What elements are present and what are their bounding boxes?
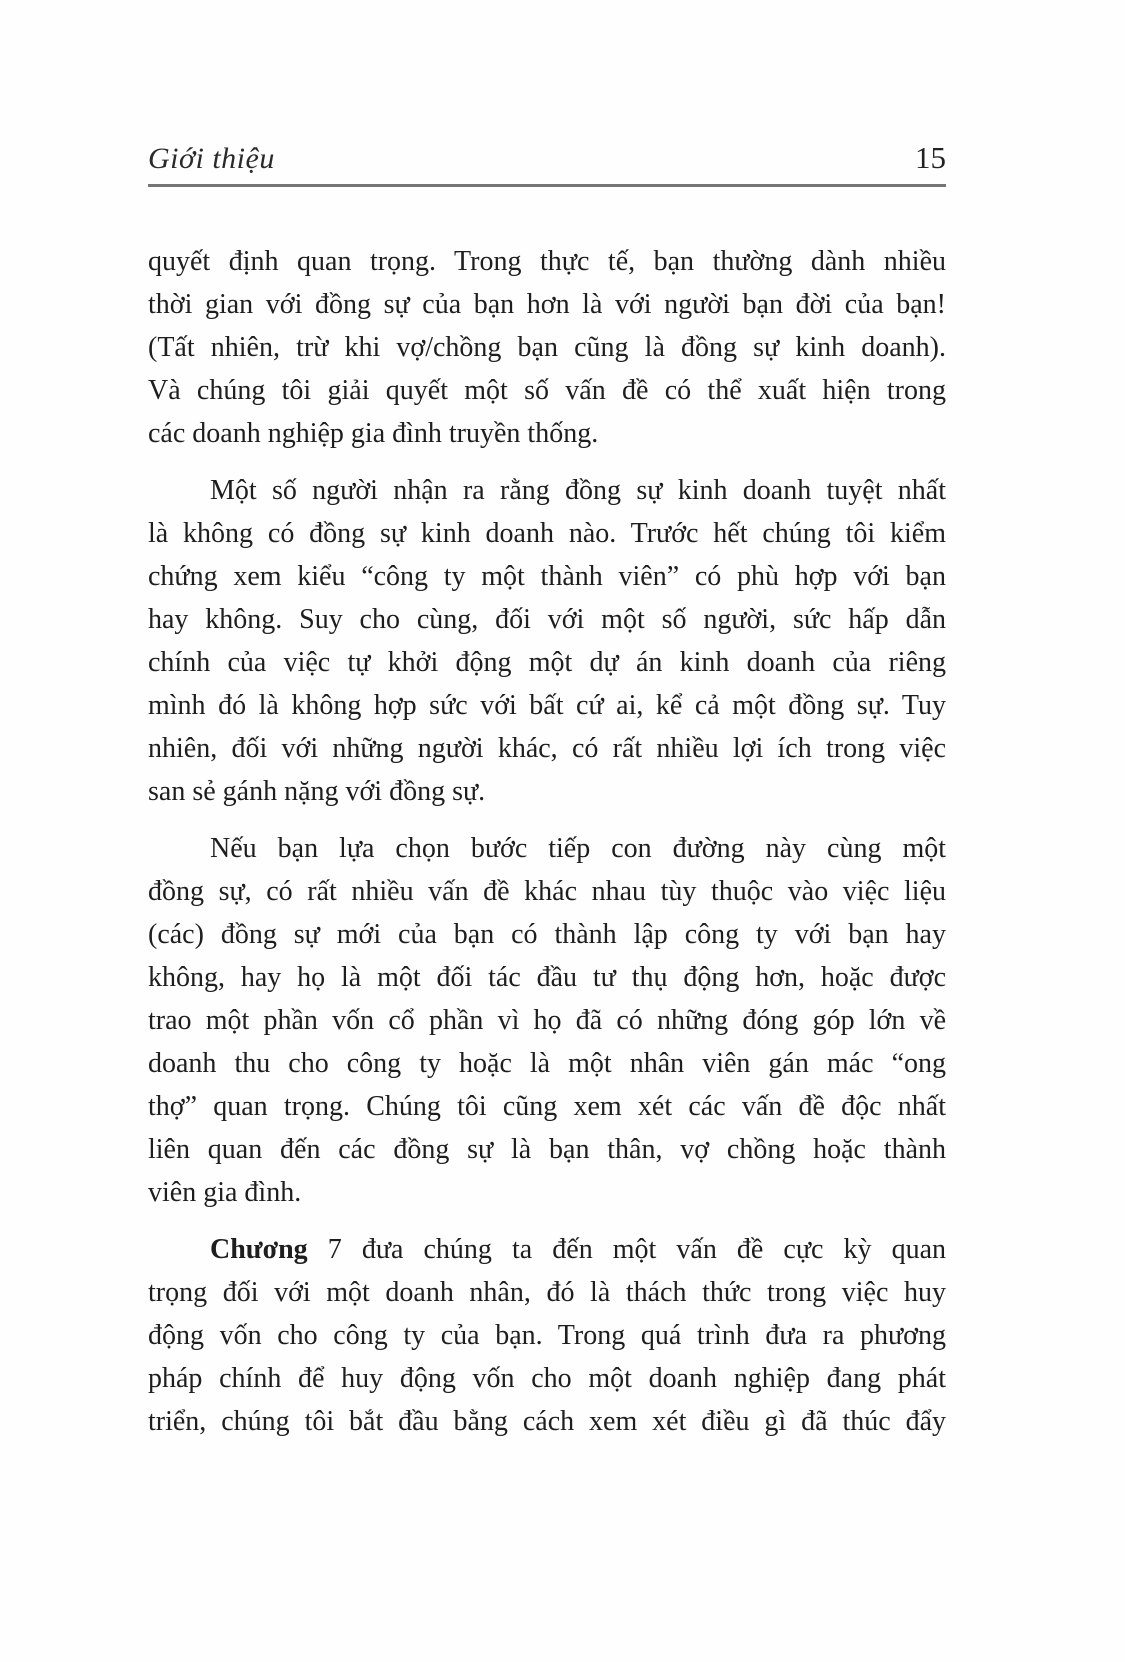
text-line: thời gian với đồng sự của bạn hơn là với người bạn đời của bạn! — [148, 289, 946, 320]
text-line: mình đó là không hợp sức với bất cứ ai, kể cả một đồng sự. Tuy — [148, 690, 946, 721]
paragraph — [148, 240, 946, 455]
running-header — [148, 140, 946, 176]
text-line: Một số người nhận ra rằng đồng sự kinh doanh tuyệt nhất — [210, 475, 946, 506]
text-line: Và chúng tôi giải quyết một số vấn đề có thể xuất hiện trong — [148, 375, 946, 406]
text-line: (các) đồng sự mới của bạn có thành lập công ty với bạn hay — [148, 919, 946, 950]
text-line: hay không. Suy cho cùng, đối với một số người, sức hấp dẫn — [148, 604, 946, 635]
text-line: không, hay họ là một đối tác đầu tư thụ động hơn, hoặc được — [148, 962, 946, 993]
header-rule — [148, 184, 946, 187]
text-line: động vốn cho công ty của bạn. Trong quá trình đưa ra phương — [148, 1320, 946, 1351]
page-body — [148, 240, 946, 1443]
text-line: chính của việc tự khởi động một dự án kinh doanh của riêng — [148, 647, 946, 678]
paragraph — [148, 469, 946, 813]
chapter-ref-bold: Chương — [210, 1234, 308, 1265]
text-line: Nếu bạn lựa chọn bước tiếp con đường này cùng một — [210, 833, 946, 864]
text-line: thợ” quan trọng. Chúng tôi cũng xem xét các vấn đề độc nhất — [148, 1091, 946, 1122]
text-line: viên gia đình. — [148, 1177, 302, 1208]
text-line: trao một phần vốn cổ phần vì họ đã có những đóng góp lớn về — [148, 1005, 946, 1036]
text-line: chứng xem kiểu “công ty một thành viên” có phù hợp với bạn — [148, 561, 946, 592]
text-line: (Tất nhiên, trừ khi vợ/chồng bạn cũng là đồng sự kinh doanh). — [148, 332, 946, 363]
text-line: san sẻ gánh nặng với đồng sự. — [148, 776, 486, 807]
text-line: là không có đồng sự kinh doanh nào. Trước hết chúng tôi kiểm — [148, 518, 946, 549]
text-line: trọng đối với một doanh nhân, đó là thách thức trong việc huy — [148, 1277, 946, 1308]
text-line: đồng sự, có rất nhiều vấn đề khác nhau tùy thuộc vào việc liệu — [148, 876, 946, 907]
text-line: triển, chúng tôi bắt đầu bằng cách xem xét điều gì đã thúc đẩy — [148, 1406, 946, 1437]
paragraph — [148, 827, 946, 1214]
text-line: các doanh nghiệp gia đình truyền thống. — [148, 418, 599, 449]
text-line: nhiên, đối với những người khác, có rất nhiều lợi ích trong việc — [148, 733, 946, 764]
running-header-title: Giới thiệu — [148, 142, 275, 175]
page-number: 15 — [915, 140, 946, 175]
text-line — [148, 1228, 946, 1271]
text-line: liên quan đến các đồng sự là bạn thân, vợ chồng hoặc thành — [148, 1134, 946, 1165]
text-line: doanh thu cho công ty hoặc là một nhân viên gán mác “ong — [148, 1048, 946, 1079]
text-line: pháp chính để huy động vốn cho một doanh nghiệp đang phát — [148, 1363, 946, 1394]
text-segment: 7 đưa chúng ta đến một vấn đề cực kỳ quan — [307, 1234, 946, 1265]
paragraph — [148, 1228, 946, 1443]
text-line: quyết định quan trọng. Trong thực tế, bạn thường dành nhiều — [148, 246, 946, 277]
